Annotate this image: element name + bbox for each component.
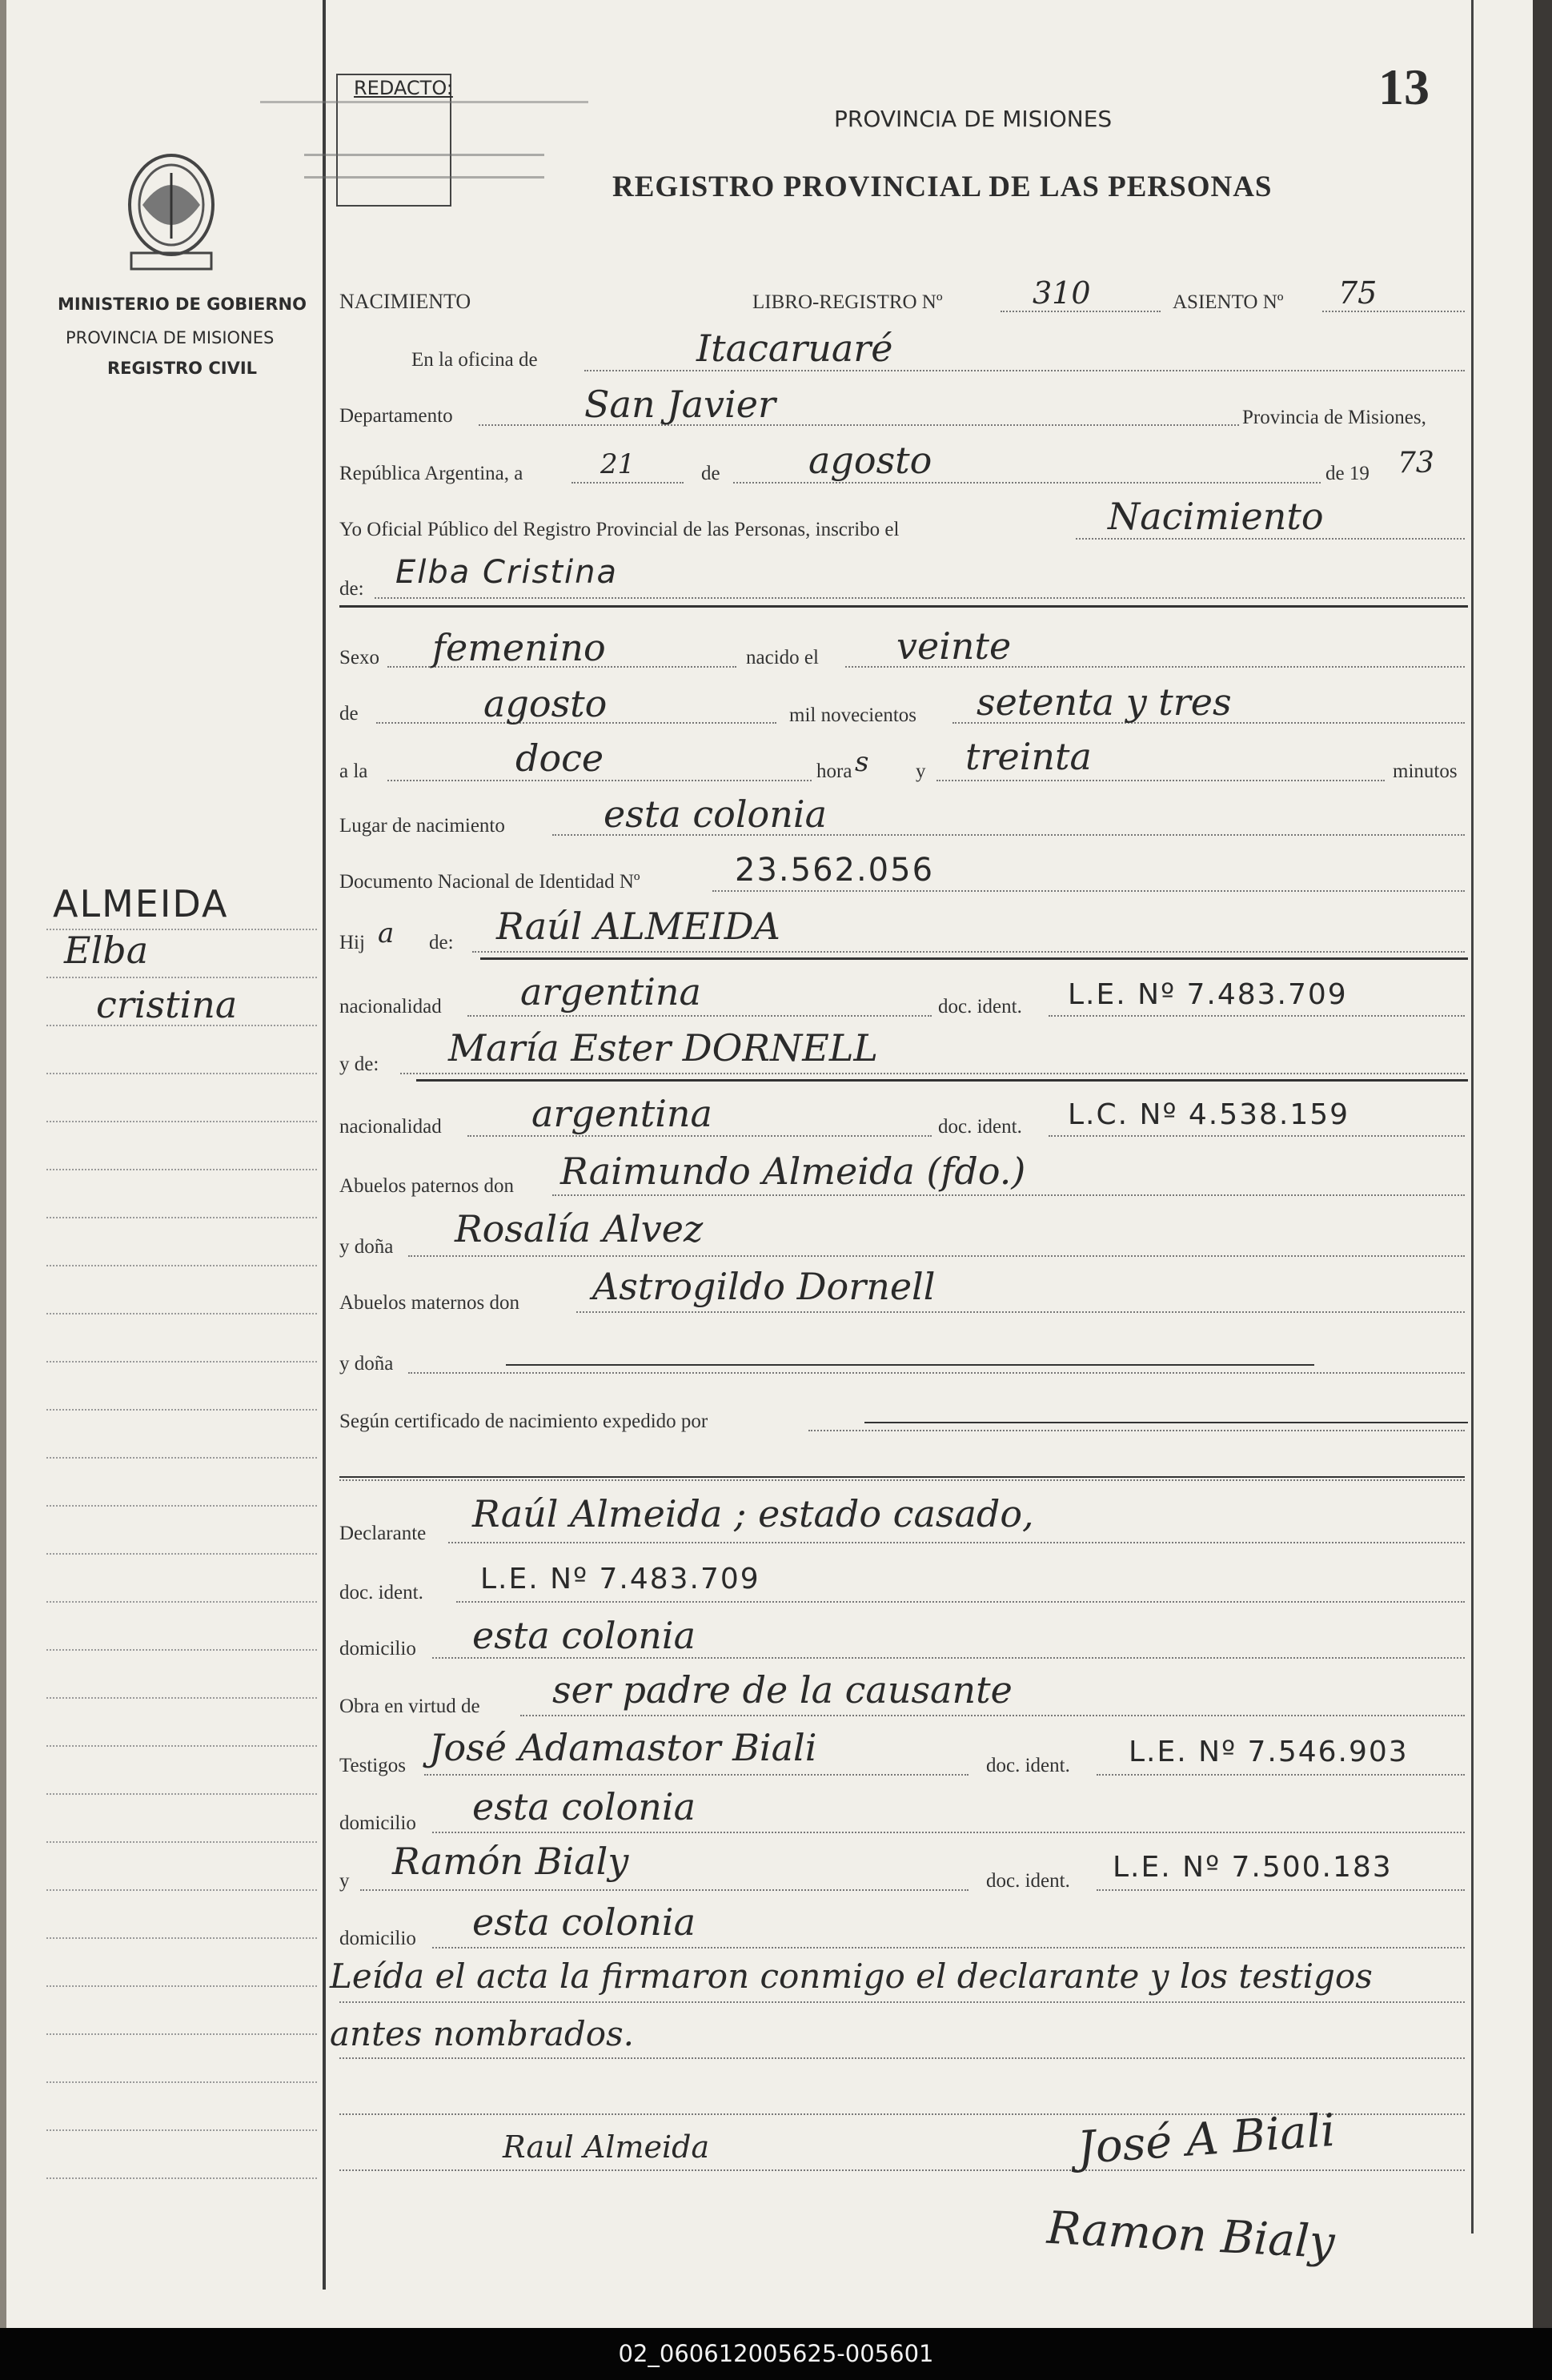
decl-dom-label: domicilio (339, 1638, 416, 1660)
book-spine (1533, 0, 1552, 2328)
father-nat-label: nacionalidad (339, 996, 442, 1017)
am-don: Astrogildo Dornell (592, 1265, 936, 1308)
certificado-label: Según certificado de nacimiento expedido por (339, 1411, 708, 1432)
father-doc: L.E. Nº 7.483.709 (1068, 978, 1348, 1011)
mother-name: María Ester DORNELL (448, 1026, 878, 1070)
ap-dona-label: y doña (339, 1236, 394, 1258)
margin-name-1: Elba (64, 929, 149, 972)
minutes-value: treinta (965, 735, 1092, 778)
section-rule-3 (416, 1079, 1468, 1082)
year-prefix: de 19 (1325, 463, 1370, 484)
testigo1: José Adamastor Biali (429, 1726, 817, 1769)
testigo2-dom: esta colonia (472, 1900, 696, 1944)
testigo1-doc-label: doc. ident. (986, 1755, 1070, 1776)
nacido-value: veinte (896, 624, 1012, 668)
certificado-rule (864, 1422, 1468, 1423)
stamp-illegible-text-2 (304, 154, 544, 164)
hora-suffix: s (855, 746, 869, 778)
decl-doc-label: doc. ident. (339, 1582, 423, 1603)
testigo1-dom: esta colonia (472, 1785, 696, 1828)
ministry-label: MINISTERIO DE GOBIERNO (58, 295, 307, 314)
section-rule-1 (339, 605, 1468, 608)
mother-nat-label: nacionalidad (339, 1116, 442, 1138)
declarante-label: Declarante (339, 1523, 427, 1544)
asiento-label: ASIENTO Nº (1173, 291, 1284, 313)
right-border-line (1471, 0, 1474, 2234)
coat-of-arms-icon (118, 149, 224, 277)
ala-label: a la (339, 761, 368, 782)
closing-line-1: Leída el acta la firmaron conmigo el declarante y los testigos (330, 1957, 1373, 1996)
republica-label: República Argentina, a (339, 463, 523, 484)
section-rule-4 (339, 1476, 1465, 1478)
dni-label: Documento Nacional de Identidad Nº (339, 871, 640, 893)
stamp-illegible-text (260, 101, 588, 111)
y2-label: y (339, 1870, 350, 1892)
hij-label: Hij (339, 932, 365, 953)
image-code-footer: 02_060612005625-005601 (0, 2328, 1552, 2380)
lugar-label: Lugar de nacimiento (339, 815, 505, 837)
page-number: 13 (1378, 58, 1430, 115)
hour-value: doce (515, 736, 604, 780)
testigo2-dom-label: domicilio (339, 1928, 416, 1949)
father-nat: argentina (520, 970, 701, 1013)
sidebar-registry: REGISTRO CIVIL (107, 359, 258, 378)
father-name: Raúl ALMEIDA (496, 905, 780, 948)
stamp-illegible-text-3 (304, 176, 544, 187)
child-name: Elba Cristina (395, 554, 618, 591)
sidebar-province: PROVINCIA DE MISIONES (66, 328, 275, 347)
year-value: 73 (1398, 447, 1434, 480)
sexo-label: Sexo (339, 647, 379, 668)
libro-label: LIBRO-REGISTRO Nº (752, 291, 943, 313)
margin-name-2: cristina (96, 983, 238, 1026)
page-edge (0, 0, 6, 2328)
departamento-label: Departamento (339, 405, 453, 427)
month-value: agosto (808, 439, 932, 482)
minutos-label: minutos (1393, 761, 1458, 782)
oficial-value: Nacimiento (1108, 495, 1324, 538)
closing-line-2: antes nombrados. (330, 2014, 634, 2053)
dni-value: 23.562.056 (735, 852, 935, 889)
registry-header: REGISTRO PROVINCIAL DE LAS PERSONAS (612, 171, 1273, 203)
testigos-label: Testigos (339, 1755, 406, 1776)
de-label: de (701, 463, 720, 484)
lugar-value: esta colonia (604, 793, 827, 836)
testigo1-doc: L.E. Nº 7.546.903 (1129, 1736, 1409, 1768)
provincia-suffix: Provincia de Misiones, (1242, 407, 1426, 428)
testigo1-dom-label: domicilio (339, 1812, 416, 1834)
mother-doc-label: doc. ident. (938, 1116, 1022, 1138)
ap-label: Abuelos paternos don (339, 1175, 515, 1197)
dona-rule (506, 1364, 1314, 1366)
mother-doc: L.C. Nº 4.538.159 (1068, 1098, 1350, 1131)
decl-doc: L.E. Nº 7.483.709 (480, 1563, 760, 1595)
signature-raul: Raul Almeida (503, 2129, 710, 2165)
margin-divider (323, 0, 326, 2290)
stamp-title: REDACTO: (354, 77, 453, 99)
sexo-value: femenino (432, 626, 606, 669)
mil-label: mil novecientos (789, 704, 916, 726)
nacido-label: nacido el (746, 647, 819, 668)
signature-jose: José A Biali (1076, 2104, 1337, 2175)
obra-value: ser padre de la causante (552, 1668, 1013, 1712)
obra-label: Obra en virtud de (339, 1696, 480, 1717)
ap-dona: Rosalía Alvez (455, 1207, 704, 1250)
decl-dom: esta colonia (472, 1614, 696, 1657)
hij-suffix: a (378, 917, 395, 949)
yde-label: y de: (339, 1054, 379, 1075)
birth-year-words: setenta y tres (977, 680, 1232, 724)
mother-nat: argentina (531, 1092, 712, 1135)
section-rule-2 (480, 957, 1468, 960)
libro-value: 310 (1033, 275, 1091, 311)
declarante-value: Raúl Almeida ; estado casado, (472, 1492, 1034, 1535)
signature-ramon: Ramon Bialy (1045, 2201, 1336, 2270)
hij-de-label: de: (429, 932, 454, 953)
province-header: PROVINCIA DE MISIONES (834, 106, 1113, 132)
testigo2-doc: L.E. Nº 7.500.183 (1113, 1851, 1393, 1884)
testigo2: Ramón Bialy (392, 1840, 629, 1883)
hora-label: hora (816, 761, 852, 782)
ap-don: Raimundo Almeida (fdo.) (560, 1150, 1026, 1193)
y-label: y (916, 761, 926, 782)
margin-surname: ALMEIDA (53, 882, 229, 925)
oficial-text: Yo Oficial Público del Registro Provincial de las Personas, inscribo el (339, 519, 900, 540)
testigo2-doc-label: doc. ident. (986, 1870, 1070, 1892)
father-doc-label: doc. ident. (938, 996, 1022, 1017)
am-label: Abuelos maternos don (339, 1292, 519, 1314)
departamento-value: San Javier (584, 383, 776, 426)
record-type-label: NACIMIENTO (339, 290, 471, 313)
day-value: 21 (600, 448, 636, 480)
birth-month: agosto (483, 682, 608, 725)
de-colon-label: de: (339, 578, 364, 600)
oficina-label: En la oficina de (411, 349, 538, 371)
asiento-value: 75 (1338, 275, 1378, 311)
am-dona-label: y doña (339, 1353, 394, 1375)
oficina-value: Itacaruaré (696, 327, 893, 370)
de2-label: de (339, 703, 359, 724)
